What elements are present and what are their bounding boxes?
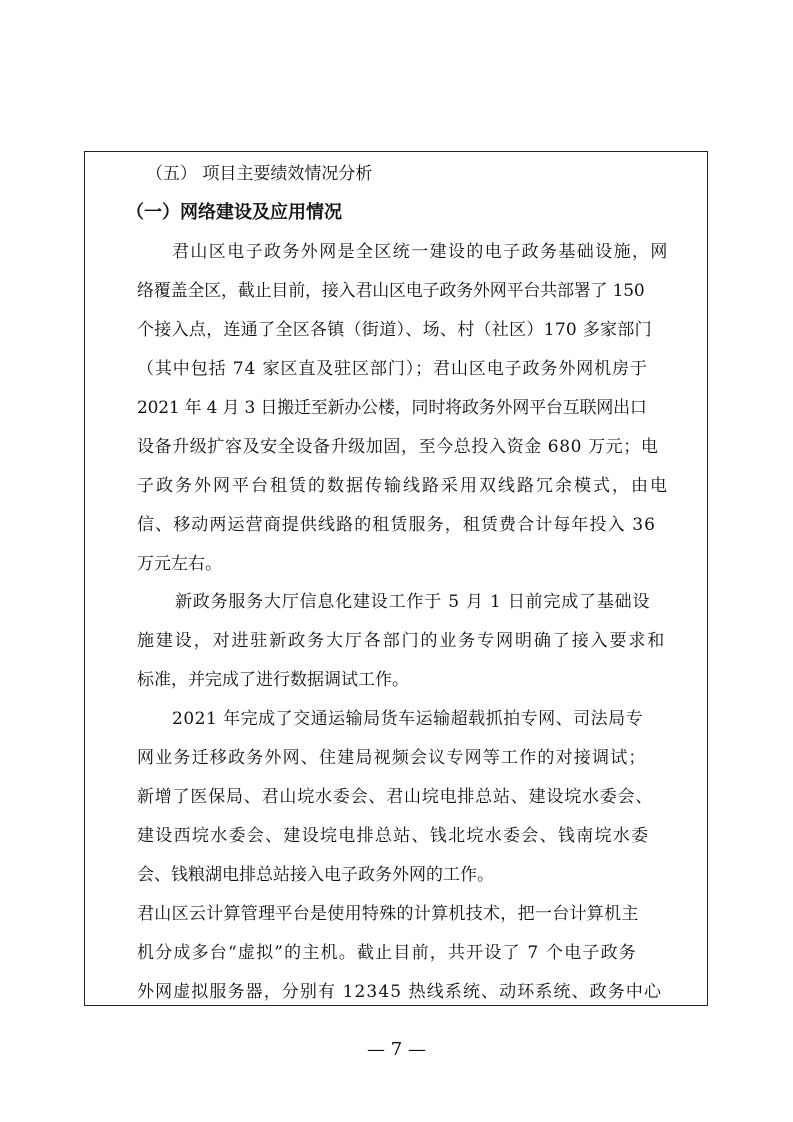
paragraph-line: 络覆盖全区，截止目前，接入君山区电子政务外网平台共部署了 150 — [137, 281, 645, 301]
paragraph-line: 会、钱粮湖电排总站接入电子政务外网的工作。 — [137, 865, 494, 885]
paragraph-line: 施建设，对进驻新政务大厅各部门的业务专网明确了接入要求和 — [137, 631, 667, 651]
paragraph-line: 标准，并完成了进行数据调试工作。 — [137, 670, 409, 690]
paragraph-line: 个接入点，连通了全区各镇（街道）、场、村（社区）170 多家部门 — [137, 320, 652, 340]
paragraph-line: 2021 年 4 月 3 日搬迁至新办公楼，同时将政务外网平台互联网出口 — [137, 398, 647, 418]
section-heading: （五） 项目主要绩效情况分析 — [146, 164, 373, 184]
section-subheading: （一）网络建设及应用情况 — [126, 202, 342, 223]
paragraph-line: 君山区电子政务外网是全区统一建设的电子政务基础设施，网 — [172, 242, 669, 262]
paragraph-line: 建设西垸水委会、建设垸电排总站、钱北垸水委会、钱南垸水委 — [137, 826, 650, 846]
paragraph-line: 机分成多台“虚拟”的主机。截止目前，共开设了 7 个电子政务 — [137, 943, 638, 963]
paragraph-line: 子政务外网平台租赁的数据传输线路采用双线路冗余模式，由电 — [137, 476, 669, 496]
paragraph-line: 新政务服务大厅信息化建设工作于 5 月 1 日前完成了基础设 — [175, 592, 651, 612]
paragraph-line: 2021 年完成了交通运输局货车运输超载抓拍专网、司法局专 — [172, 709, 644, 729]
paragraph-line: （其中包括 74 家区直及驻区部门）；君山区电子政务外网机房于 — [137, 359, 648, 379]
paragraph-line: 设备升级扩容及安全设备升级加固，至今总投入资金 680 万元；电 — [137, 437, 659, 457]
paragraph-line: 万元左右。 — [137, 554, 222, 574]
paragraph-line: 新增了医保局、君山垸水委会、君山垸电排总站、建设垸水委会、 — [137, 787, 654, 807]
page-number: — 7 — — [367, 1039, 426, 1060]
paragraph-line: 信、移动两运营商提供线路的租赁服务，租赁费合计每年投入 36 — [137, 515, 657, 535]
paragraph-line: 网业务迁移政务外网、住建局视频会议专网等工作的对接调试； — [137, 748, 647, 768]
paragraph-line: 君山区云计算管理平台是使用特殊的计算机技术，把一台计算机主 — [137, 904, 639, 924]
paragraph-line: 外网虚拟服务器，分别有 12345 热线系统、动环系统、政务中心 — [137, 982, 663, 1002]
